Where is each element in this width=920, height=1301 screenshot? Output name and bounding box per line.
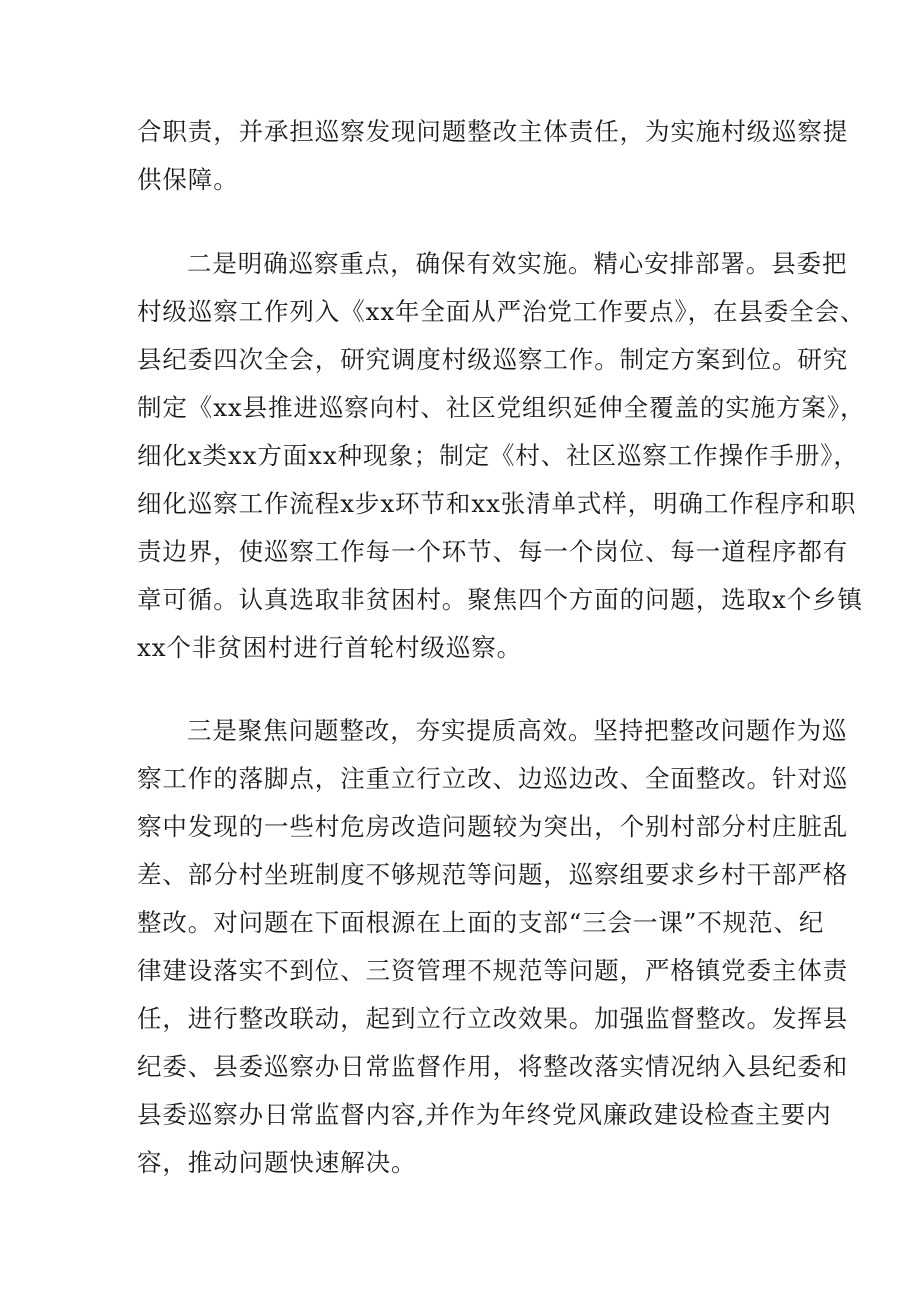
text-line: 差、部分村坐班制度不够规范等问题，巡察组要求乡村干部严格 bbox=[137, 860, 849, 889]
text-line: 二是明确巡察重点，确保有效实施。精心安排部署。县委把 bbox=[187, 249, 848, 278]
text-line: 供保障。 bbox=[137, 165, 239, 194]
text-line: 细化巡察工作流程x步x环节和xx张清单式样，明确工作程序和职 bbox=[137, 489, 857, 518]
text-line: 容，推动问题快速解决。 bbox=[137, 1148, 417, 1177]
text-line: 县委巡察办日常监督内容,并作为年终党风廉政建设检查主要内 bbox=[137, 1100, 832, 1129]
text-line: 律建设落实不到位、三资管理不规范等问题，严格镇党委主体责 bbox=[137, 956, 849, 985]
text-line: 细化x类xx方面xx种现象；制定《村、社区巡察工作操作手册》， bbox=[137, 441, 859, 470]
text-line: 察工作的落脚点，注重立行立改、边巡边改、全面整改。针对巡 bbox=[137, 764, 849, 793]
text-line: 合职责，并承担巡察发现问题整改主体责任，为实施村级巡察提 bbox=[137, 117, 849, 146]
text-line: 整改。对问题在下面根源在上面的支部“三会一课”不规范、纪 bbox=[137, 908, 825, 937]
text-line: xx个非贫困村进行首轮村级巡察。 bbox=[137, 633, 523, 662]
text-line: 制定《xx县推进巡察向村、社区党组织延伸全覆盖的实施方案》， bbox=[137, 393, 866, 422]
text-line: 纪委、县委巡察办日常监督作用，将整改落实情况纳入县纪委和 bbox=[137, 1052, 849, 1081]
text-line: 责边界，使巡察工作每一个环节、每一个岗位、每一道程序都有 bbox=[137, 537, 849, 566]
text-line: 三是聚焦问题整改，夯实提质高效。坚持把整改问题作为巡 bbox=[187, 716, 848, 745]
text-line: 任，进行整改联动，起到立行立改效果。加强监督整改。发挥县 bbox=[137, 1004, 849, 1033]
text-line: 县纪委四次全会，研究调度村级巡察工作。制定方案到位。研究 bbox=[137, 345, 849, 374]
text-line: 察中发现的一些村危房改造问题较为突出，个别村部分村庄脏乱 bbox=[137, 812, 849, 841]
text-line: 村级巡察工作列入《xx年全面从严治党工作要点》，在县委全会、 bbox=[137, 297, 866, 326]
text-line: 章可循。认真选取非贫困村。聚焦四个方面的问题，选取x个乡镇 bbox=[137, 585, 863, 614]
